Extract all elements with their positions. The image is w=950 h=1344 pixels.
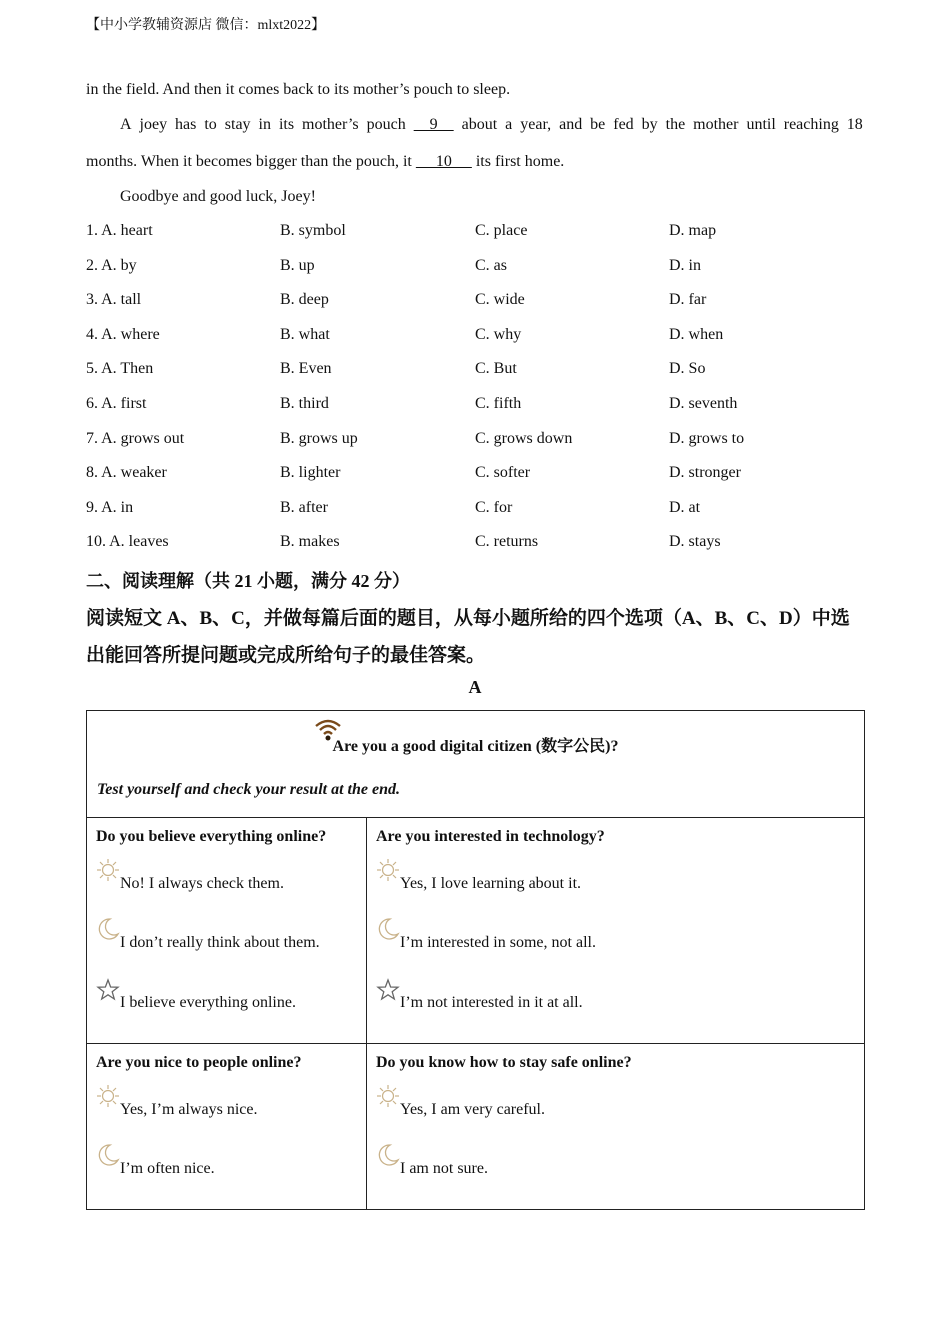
sun-icon: [376, 858, 400, 882]
passage-paragraph-9: A joey has to stay in its mother’s pouch 9 about a year, and be fed by the mother until reaching 18: [120, 116, 863, 133]
option-choice: C. fifth: [475, 395, 522, 412]
passage-label: A: [468, 677, 482, 697]
option-choice: B. grows up: [280, 429, 358, 447]
star-icon: [376, 978, 400, 1002]
option-choice: C. why: [475, 325, 522, 343]
moon-icon: [96, 1143, 120, 1167]
section-heading: 二、阅读理解（共 21 小题，满分 42 分）: [86, 571, 410, 591]
option-choice: D. in: [669, 256, 701, 274]
quiz-title: Are you a good digital citizen (数字公民)?: [332, 738, 619, 755]
sun-icon: [96, 1084, 120, 1108]
question-cell: [367, 1044, 865, 1210]
moon-icon: [376, 1143, 400, 1167]
question-text: Are you nice to people online?: [96, 1054, 302, 1071]
option-row: [86, 464, 866, 486]
option-row: [86, 430, 866, 452]
quiz-table: [86, 710, 865, 1210]
question-cell: [87, 818, 367, 1044]
sun-icon: [96, 858, 120, 882]
question-text: Do you believe everything online?: [96, 828, 327, 845]
option-choice: B. makes: [280, 533, 340, 551]
option-choice: C. But: [475, 360, 517, 378]
answer-option: Yes, I am very careful.: [400, 1101, 545, 1118]
option-choice: 3. A. tall: [86, 291, 142, 309]
moon-icon: [96, 917, 120, 941]
option-row: [86, 499, 866, 521]
option-choice: D. seventh: [669, 395, 738, 412]
option-choice: C. place: [475, 222, 528, 239]
option-choice: D. So: [669, 360, 706, 378]
page-header: 【中小学教辅资源店 微信：mlxt2022】: [86, 18, 326, 33]
option-choice: B. deep: [280, 291, 329, 309]
option-choice: D. stays: [669, 533, 721, 551]
option-choice: C. returns: [475, 533, 539, 551]
option-choice: B. up: [280, 256, 315, 274]
option-row: [86, 257, 866, 279]
quiz-title-cell: [87, 711, 865, 818]
sun-icon: [376, 1084, 400, 1108]
option-choice: B. lighter: [280, 464, 341, 482]
option-choice: 8. A. weaker: [86, 464, 167, 482]
option-choice: 6. A. first: [86, 395, 147, 412]
option-choice: B. after: [280, 498, 328, 516]
option-choice: C. grows down: [475, 429, 573, 447]
option-row: [86, 395, 866, 417]
question-cell: [87, 1044, 367, 1210]
option-choice: 7. A. grows out: [86, 429, 185, 447]
option-choice: 1. A. heart: [86, 222, 153, 239]
instructions-line-1: 阅读短文 A、B、C，并做每篇后面的题目，从每小题所给的四个选项（A、B、C、D）中选: [86, 608, 850, 629]
answer-option: I am not sure.: [400, 1160, 488, 1177]
answer-option: Yes, I’m always nice.: [120, 1101, 258, 1118]
option-row: [86, 533, 866, 555]
answer-option: Yes, I love learning about it.: [400, 875, 582, 892]
option-choice: 4. A. where: [86, 325, 160, 343]
option-choice: B. what: [280, 325, 330, 343]
option-choice: 2. A. by: [86, 256, 137, 274]
option-choice: D. far: [669, 291, 707, 309]
answer-option: I’m interested in some, not all.: [400, 934, 596, 951]
option-choice: D. grows to: [669, 429, 745, 447]
option-choice: C. wide: [475, 291, 525, 309]
option-choice: D. stronger: [669, 464, 741, 482]
star-icon: [96, 978, 120, 1002]
option-choice: C. as: [475, 256, 507, 274]
option-choice: 9. A. in: [86, 498, 134, 516]
instructions-line-2: 出能回答所提问题或完成所给句子的最佳答案。: [86, 645, 486, 666]
quiz-subtitle: Test yourself and check your result at the end.: [97, 781, 400, 798]
answer-option: I’m often nice.: [120, 1160, 215, 1177]
option-choice: D. when: [669, 325, 724, 343]
answer-option: I believe everything online.: [120, 994, 296, 1011]
option-choice: B. symbol: [280, 222, 346, 239]
answer-option: I don’t really think about them.: [120, 934, 320, 951]
option-choice: C. softer: [475, 464, 531, 482]
answer-option: I’m not interested in it at all.: [400, 994, 583, 1011]
option-choice: B. Even: [280, 360, 332, 378]
option-choice: D. map: [669, 222, 717, 239]
moon-icon: [376, 917, 400, 941]
passage-closing: Goodbye and good luck, Joey!: [120, 188, 316, 205]
question-text: Do you know how to stay safe online?: [376, 1054, 632, 1071]
option-choice: B. third: [280, 395, 329, 412]
answer-option: No! I always check them.: [120, 875, 284, 892]
option-row: [86, 326, 866, 348]
passage-line: in the field. And then it comes back to its mother’s pouch to sleep.: [86, 81, 511, 98]
option-row: [86, 360, 866, 382]
option-choice: D. at: [669, 498, 701, 516]
question-text: Are you interested in technology?: [376, 828, 605, 845]
blank-10: 10: [415, 153, 472, 170]
option-row: [86, 222, 866, 244]
option-choice: 10. A. leaves: [86, 533, 169, 551]
option-choice: C. for: [475, 498, 513, 516]
option-choice: 5. A. Then: [86, 360, 154, 378]
blank-9: 9: [413, 116, 454, 133]
question-cell: [367, 818, 865, 1044]
option-row: [86, 291, 866, 313]
passage-line-10: months. When it becomes bigger than the pouch, it 10 its first home.: [86, 153, 565, 170]
